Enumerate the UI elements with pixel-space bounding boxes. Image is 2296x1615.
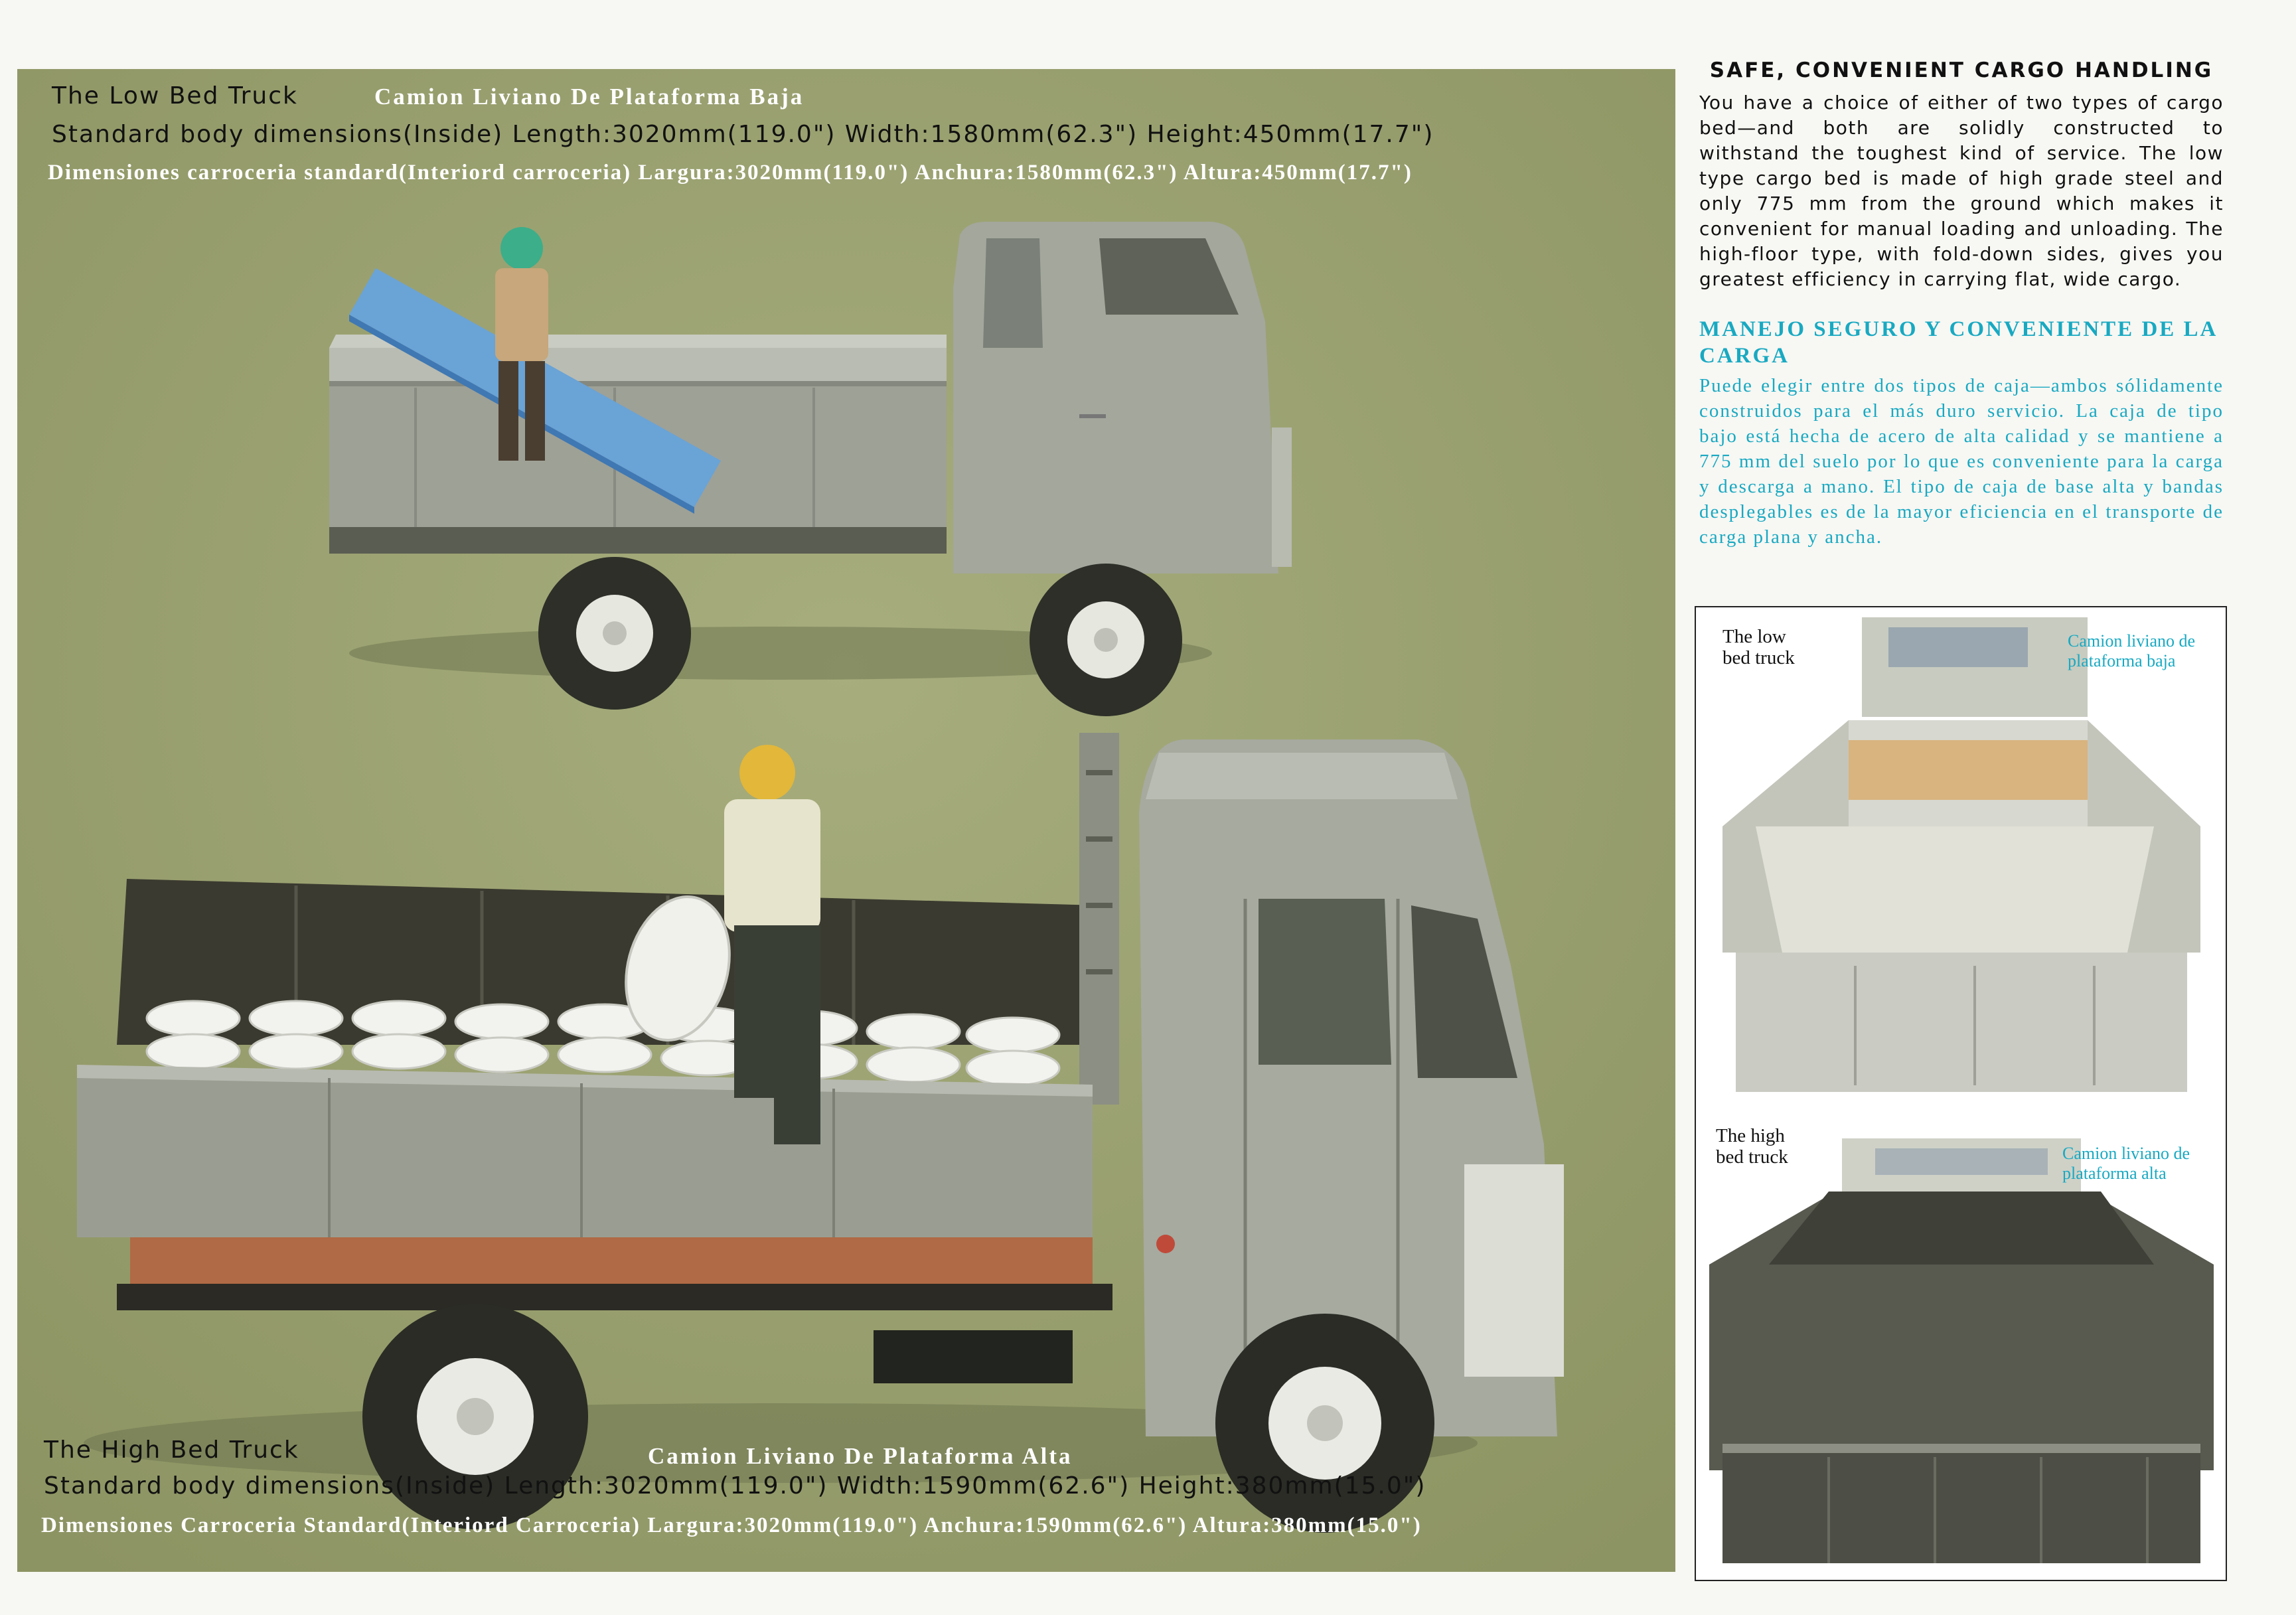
high-bed-title-en: The High Bed Truck [44, 1436, 299, 1464]
high-bed-title-es: Camion Liviano De Plataforma Alta [648, 1443, 1073, 1469]
inset-low-label-en: The low bed truck [1722, 626, 1795, 668]
low-bed-photo [1722, 617, 2200, 1092]
cargo-heading-en: SAFE, CONVENIENT CARGO HANDLING [1709, 58, 2214, 82]
inset-low-label-es: Camion liviano de plataforma baja [2068, 631, 2196, 670]
cargo-text-es: Puede elegir entre dos tipos de caja—ambos sólidamente construidos para el más duro servicio. La caja de tipo bajo está hecha de acero de alta calidad y se mantiene a 775 mm del suelo por lo que es conveniente para la carga y descarga a mano. El tipo de caja de base alta y bandas desplegables es de la mayor eficiencia en el transporte de carga plana y ancha. [1699, 375, 2224, 548]
high-bed-photo [1709, 1138, 2214, 1563]
truck-photo [17, 69, 1675, 1572]
low-bed-title-es: Camion Liviano De Plataforma Baja [374, 84, 804, 110]
low-bed-dims-en: Standard body dimensions(Inside) Length:3020mm(119.0") Width:1580mm(62.3") Height:450mm(17.7") [52, 121, 1434, 148]
cargo-bed-photos [1695, 606, 2227, 1581]
cargo-bed-illustrations [1696, 607, 2226, 1580]
low-bed-title-en: The Low Bed Truck [52, 82, 298, 110]
inset-high-label-en: The high bed truck [1716, 1125, 1788, 1168]
cargo-heading-es: MANEJO SEGURO Y CONVENIENTE DE LA CARGA [1699, 317, 2217, 368]
high-bed-dims-en: Standard body dimensions(Inside) Length:3020mm(119.0") Width:1590mm(62.6") Height:380mm(15.0") [44, 1472, 1426, 1500]
inset-high-label-es: Camion liviano de plataforma alta [2062, 1144, 2190, 1183]
high-bed-dims-es: Dimensiones Carroceria Standard(Interiord Carroceria) Largura:3020mm(119.0") Anchura:1590mm(62.6") Altura:380mm(15.0") [41, 1513, 1422, 1537]
cargo-text-en: You have a choice of either of two types of cargo bed—and both are solidly constructed to withstand the toughest kind of service. The low type cargo bed is made of high grade steel and only 775 mm from the ground which makes it convenient for manual loading and unloading. The high-floor type, with fold-down sides, gives you greatest efficiency in carrying flat, wide cargo. [1699, 92, 2224, 290]
cargo-text-column [1699, 58, 2224, 550]
low-bed-dims-es: Dimensiones carroceria standard(Interiord carroceria) Largura:3020mm(119.0") Anchura:1580mm(62.3") Altura:450mm(17.7") [48, 161, 1413, 185]
trucks-illustration [17, 69, 1675, 1572]
